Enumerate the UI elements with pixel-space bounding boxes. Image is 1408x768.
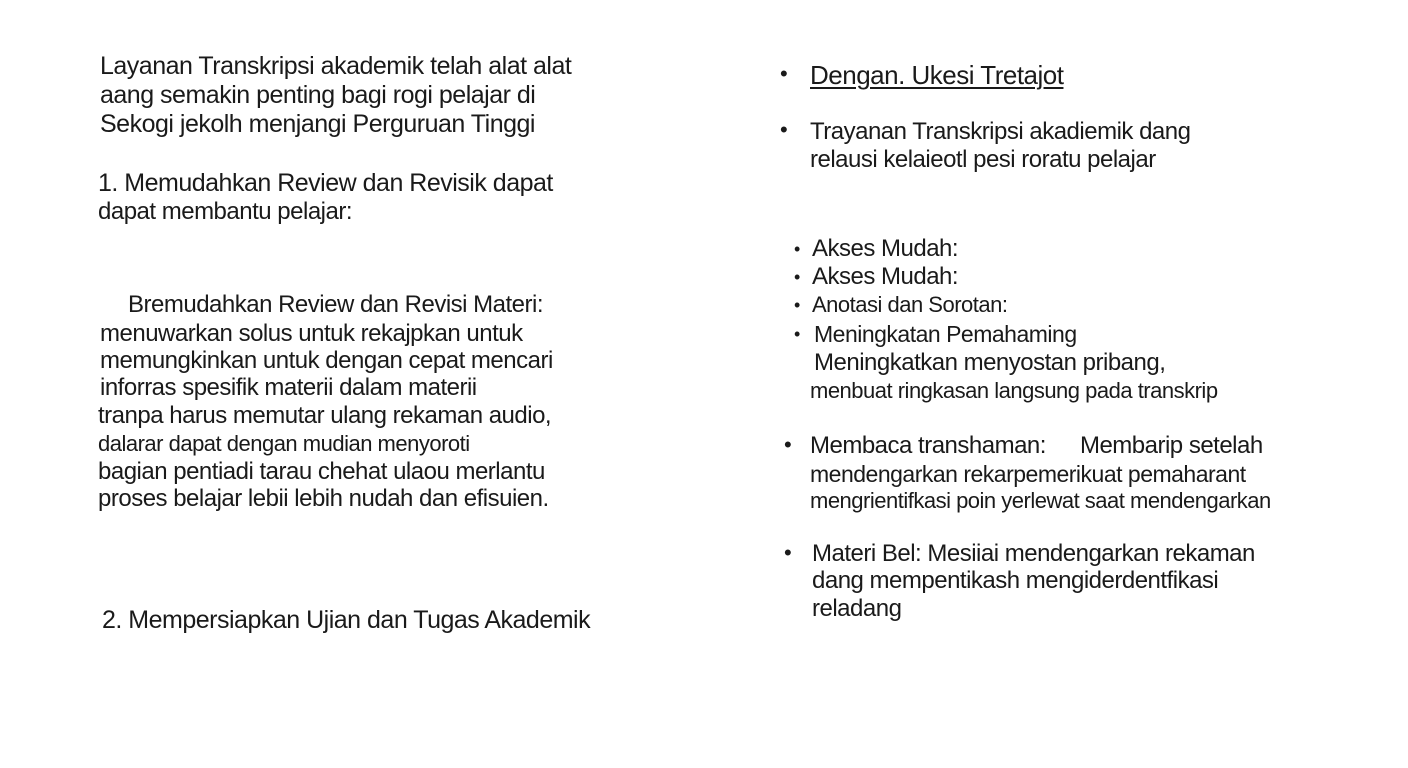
sub-continuation-1: Meningkatkan menyostan pribang, xyxy=(814,349,1166,376)
bullet-1-line-2: relausi kelaieotl pesi roratu pelajar xyxy=(810,146,1156,173)
paragraph-line-7: bagian pentiadi tarau chehat ulaou merlantu xyxy=(98,458,545,485)
bullet-dot: • xyxy=(780,117,788,142)
bullet-1-line-1: Trayanan Transkripsi akadiemik dang xyxy=(810,118,1191,145)
point-2: 2. Mempersiapkan Ujian dan Tugas Akademik xyxy=(102,606,591,634)
intro-line-3: Sekogi jekolh menjangi Perguruan Tinggi xyxy=(100,110,535,138)
bullet-dot: • xyxy=(784,540,792,565)
intro-line-2: aang semakin penting bagi rogi pelajar di xyxy=(100,81,536,109)
sub-bullet-dot: • xyxy=(794,324,801,344)
sub-bullet-dot: • xyxy=(794,267,801,287)
bullet-2-line-2: mendengarkan rekarpemerikuat pemaharant xyxy=(810,461,1246,487)
section-heading: Dengan. Ukesi Tretajot xyxy=(810,60,1064,90)
bullet-3-line-1: Materi Bel: Mesiiai mendengarkan rekaman xyxy=(812,540,1255,567)
point-1-line-2: dapat membantu pelajar: xyxy=(98,198,352,225)
bullet-2-label: Membaca transhaman: xyxy=(810,432,1046,459)
paragraph-line-3: memungkinkan untuk dengan cepat mencari xyxy=(100,347,553,374)
sub-bullet-2: Akses Mudah: xyxy=(812,263,959,290)
bullet-2-line-1 xyxy=(810,432,1263,460)
point-1-line-1: 1. Memudahkan Review dan Revisik dapat xyxy=(98,169,553,197)
bullet-3-line-2: dang mempentikash mengiderdentfikasi xyxy=(812,567,1219,594)
bullet-2-line-3: mengrientifkasi poin yerlewat saat mendengarkan xyxy=(810,488,1271,513)
sub-bullet-4: Meningkatan Pemahaming xyxy=(814,321,1077,347)
bullet-dot: • xyxy=(784,432,792,457)
sub-bullet-1: Akses Mudah: xyxy=(812,235,959,262)
intro-line-1: Layanan Transkripsi akademik telah alat alat xyxy=(100,52,572,80)
paragraph-line-8: proses belajar lebii lebih nudah dan efisuien. xyxy=(98,485,549,512)
sub-continuation-2: menbuat ringkasan langsung pada transkrip xyxy=(810,378,1218,403)
paragraph-line-2: menuwarkan solus untuk rekajpkan untuk xyxy=(100,320,523,347)
paragraph-line-5: tranpa harus memutar ulang rekaman audio, xyxy=(98,402,552,429)
bullet-dot: • xyxy=(780,61,788,86)
paragraph-line-6: dalarar dapat dengan mudian menyoroti xyxy=(98,431,470,456)
paragraph-line-4: inforras spesifik materii dalam materii xyxy=(100,374,477,401)
sub-bullet-dot: • xyxy=(794,295,801,315)
bullet-2-after: Membarip setelah xyxy=(1079,432,1263,459)
bullet-3-line-3: reladang xyxy=(812,595,902,622)
sub-bullet-3: Anotasi dan Sorotan: xyxy=(812,292,1008,317)
sub-bullet-dot: • xyxy=(794,239,801,259)
paragraph-line-1: Bremudahkan Review dan Revisi Materi: xyxy=(128,291,544,318)
